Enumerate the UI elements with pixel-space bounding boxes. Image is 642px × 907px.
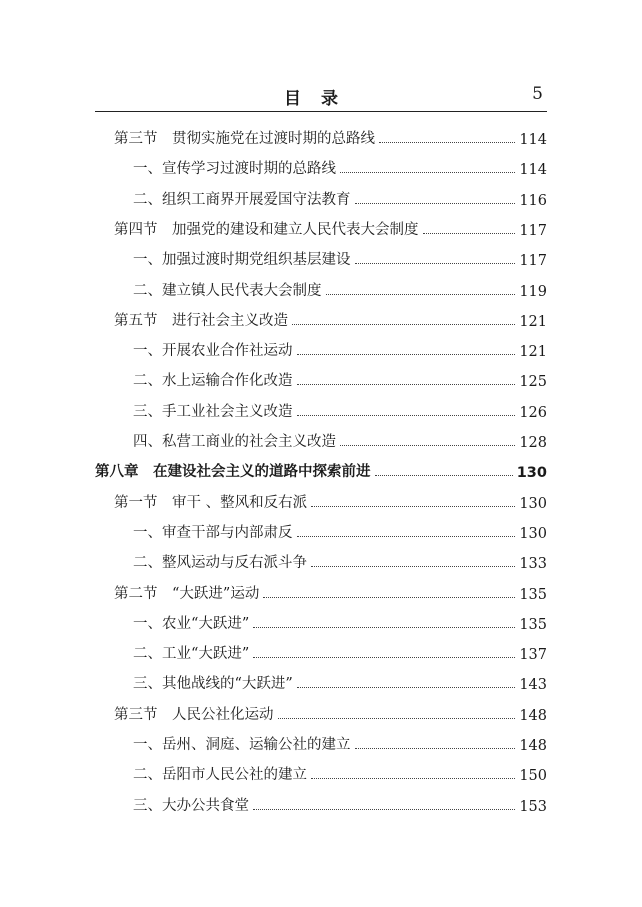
toc-section-entry (114, 211, 547, 239)
toc-entry-page: 117 (519, 222, 547, 239)
dot-leader (311, 506, 515, 507)
header-page-number: 5 (532, 84, 543, 104)
toc-entry-page: 116 (519, 192, 547, 209)
toc-entry-label: 一、加强过渡时期党组织基层建设 (133, 252, 351, 269)
toc-entry-label: 二、工业“大跃进” (133, 646, 250, 663)
dot-leader (423, 233, 516, 234)
dot-leader (340, 445, 515, 446)
dot-leader (311, 778, 515, 779)
toc-entry-label: 第三节 贯彻实施党在过渡时期的总路线 (114, 131, 375, 147)
toc-entry-page: 148 (519, 707, 547, 724)
dot-leader (297, 536, 516, 537)
toc-entry-page: 135 (519, 586, 547, 603)
toc-item-entry (133, 605, 547, 633)
dot-leader (375, 475, 513, 476)
toc-section-entry (114, 484, 547, 512)
toc-entry-page: 121 (519, 344, 547, 361)
toc-item-entry (133, 665, 547, 693)
header-rule (95, 111, 547, 112)
toc-entry-label: 第三节 人民公社化运动 (114, 706, 274, 723)
toc-entry-label: 二、整风运动与反右派斗争 (133, 555, 307, 572)
toc-section-entry (114, 120, 547, 148)
toc-item-entry (133, 181, 547, 209)
toc-chapter-entry (95, 453, 547, 481)
toc-entry-label: 第五节 进行社会主义改造 (114, 312, 288, 329)
dot-leader (263, 597, 515, 598)
toc-item-entry (133, 514, 547, 542)
toc-entry-page: 153 (519, 798, 547, 815)
toc-entry-label: 一、宣传学习过渡时期的总路线 (133, 161, 336, 178)
dot-leader (355, 263, 516, 264)
toc-item-entry (133, 423, 547, 451)
toc-entry-page: 130 (516, 465, 547, 482)
toc-entry-label: 二、建立镇人民代表大会制度 (133, 282, 322, 299)
toc-entry-page: 114 (519, 132, 547, 148)
toc-entry-page: 126 (519, 404, 547, 421)
toc-item-entry (133, 241, 547, 269)
toc-entry-page: 130 (519, 525, 547, 542)
dot-leader (355, 203, 516, 204)
toc-entry-page: 119 (519, 283, 547, 300)
toc-item-entry (133, 393, 547, 421)
toc-entry-label: 一、审查干部与内部肃反 (133, 524, 293, 541)
toc-item-entry (133, 150, 547, 178)
toc-entry-label: 二、水上运输合作化改造 (133, 373, 293, 390)
toc-item-entry (133, 787, 547, 815)
toc-entry-label: 三、大办公共食堂 (133, 797, 249, 814)
toc-entry-page: 135 (519, 616, 547, 633)
header-title: 目录 (284, 89, 358, 109)
dot-leader (326, 294, 516, 295)
dot-leader (297, 354, 516, 355)
toc-section-entry (114, 575, 547, 603)
toc-entry-page: 150 (519, 768, 547, 785)
toc-entry-label: 二、岳阳市人民公社的建立 (133, 767, 307, 784)
toc-item-entry (133, 635, 547, 663)
toc-section-entry (114, 302, 547, 330)
toc-entry-page: 143 (519, 677, 547, 694)
dot-leader (253, 627, 515, 628)
toc-item-entry (133, 544, 547, 572)
toc-entry-page: 148 (519, 738, 547, 754)
toc-entry-label: 第一节 审干 、整风和反右派 (114, 494, 308, 511)
dot-leader (340, 172, 515, 173)
toc-entry-label: 一、岳州、洞庭、运输公社的建立 (133, 737, 351, 753)
toc-entry-label: 四、私营工商业的社会主义改造 (133, 434, 336, 450)
running-header (95, 84, 547, 108)
toc-section-entry (114, 696, 547, 724)
dot-leader (297, 384, 516, 385)
toc-entry-page: 117 (519, 253, 547, 270)
toc-entry-page: 128 (519, 435, 547, 451)
dot-leader (355, 748, 516, 749)
toc-item-entry (133, 362, 547, 390)
dot-leader (297, 415, 516, 416)
dot-leader (253, 809, 515, 810)
toc-item-entry (133, 332, 547, 360)
toc-entry-page: 125 (519, 374, 547, 391)
toc-entry-label: 二、组织工商界开展爱国守法教育 (133, 191, 351, 208)
dot-leader (311, 566, 515, 567)
dot-leader (292, 324, 515, 325)
toc-entry-page: 137 (519, 647, 547, 664)
toc-entry-label: 第二节 “大跃进”运动 (114, 585, 260, 602)
toc-entry-label: 第八章 在建设社会主义的道路中探索前进 (95, 464, 371, 481)
toc-entry-page: 130 (519, 495, 547, 512)
toc-entry-label: 第四节 加强党的建设和建立人民代表大会制度 (114, 221, 419, 238)
toc-entry-label: 一、开展农业合作社运动 (133, 343, 293, 360)
toc-entry-page: 114 (519, 162, 547, 179)
dot-leader (297, 687, 515, 688)
toc-entry-label: 一、农业“大跃进” (133, 615, 250, 632)
dot-leader (379, 142, 515, 143)
toc-entry-page: 121 (519, 313, 547, 330)
toc-item-entry (133, 756, 547, 784)
dot-leader (253, 657, 515, 658)
dot-leader (278, 718, 516, 719)
toc-entry-page: 133 (519, 556, 547, 573)
toc-item-entry (133, 272, 547, 300)
toc-entry-label: 三、手工业社会主义改造 (133, 403, 293, 420)
toc-entry-label: 三、其他战线的“大跃进” (133, 676, 293, 693)
toc-item-entry (133, 726, 547, 754)
